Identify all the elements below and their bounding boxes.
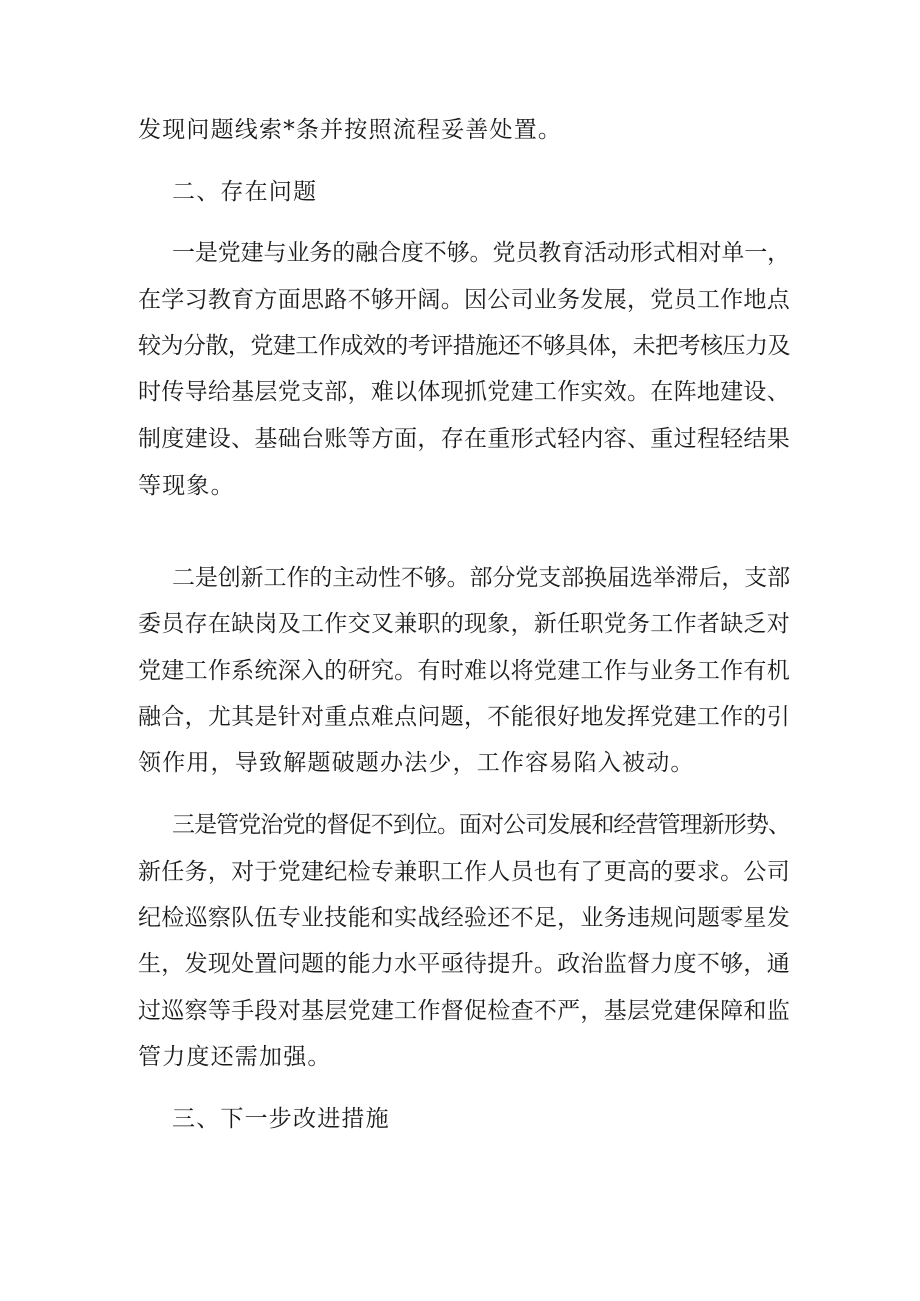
problem-2-line-2: 委员存在缺岗及工作交叉兼职的现象，新任职党务工作者缺乏对 (138, 611, 790, 637)
problem-3-line-6: 管力度还需加强。 (138, 1044, 332, 1070)
problem-1-line-6: 等现象。 (138, 473, 235, 499)
problem-3-line-2: 新任务，对于党建纪检专兼职工作人员也有了更高的要求。公司 (138, 859, 790, 885)
problem-2-line-5: 领作用，导致解题破题办法少，工作容易陷入被动。 (138, 750, 695, 776)
para-intro-tail: 发现问题线索*条并按照流程妥善处置。 (138, 117, 563, 143)
problem-2-line-1: 二是创新工作的主动性不够。部分党支部换届选举滞后，支部 (172, 565, 791, 591)
problem-3-line-1: 三是管党治党的督促不到位。面对公司发展和经营管理新形势、 (172, 812, 791, 838)
problem-1-line-4: 时传导给基层党支部，难以体现抓党建工作实效。在阵地建设、 (138, 379, 790, 405)
problem-2-line-4: 融合，尤其是针对重点难点问题，不能很好地发挥党建工作的引 (138, 704, 790, 730)
problem-3-line-3: 纪检巡察队伍专业技能和实战经验还不足，业务违规问题零星发 (138, 905, 790, 931)
problem-1-line-1: 一是党建与业务的融合度不够。党员教育活动形式相对单一， (172, 240, 791, 266)
problem-3-line-4: 生，发现处置问题的能力水平亟待提升。政治监督力度不够，通 (138, 951, 790, 977)
problem-2-line-3: 党建工作系统深入的研究。有时难以将党建工作与业务工作有机 (138, 658, 790, 684)
problem-3-line-5: 过巡察等手段对基层党建工作督促检查不严，基层党建保障和监 (138, 998, 790, 1024)
problem-1-line-2: 在学习教育方面思路不够开阔。因公司业务发展，党员工作地点 (138, 287, 790, 313)
problem-1-line-3: 较为分散，党建工作成效的考评措施还不够具体，未把考核压力及 (138, 333, 791, 359)
problem-1-line-5: 制度建设、基础台账等方面，存在重形式轻内容、重过程轻结果 (138, 426, 790, 452)
heading-existing-problems: 二、存在问题 (172, 179, 318, 205)
heading-next-steps: 三、下一步改进措施 (172, 1106, 390, 1132)
